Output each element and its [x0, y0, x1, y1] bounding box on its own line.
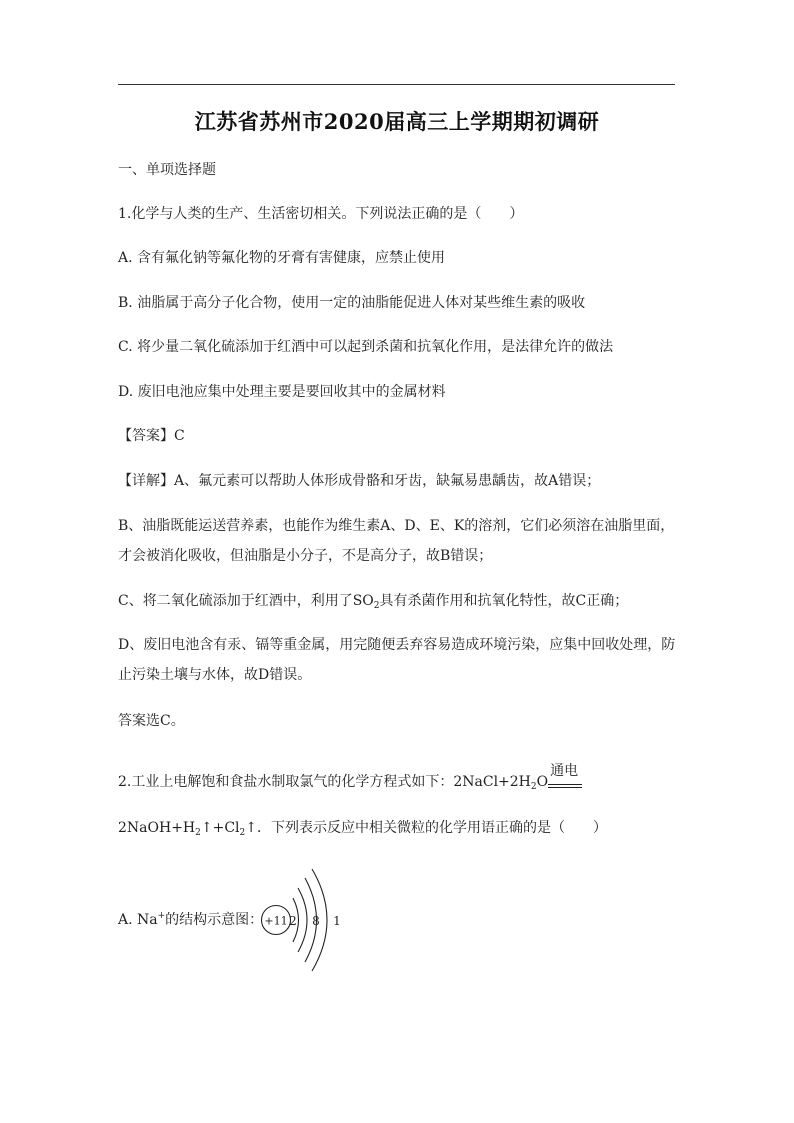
header-rule	[118, 84, 675, 85]
q1-detail-c-post: 具有杀菌作用和抗氧化特性，故C正确；	[379, 593, 629, 609]
cl2-subscript: 2	[239, 828, 246, 838]
q2-stem-line1	[118, 763, 582, 792]
so2-subscript: 2	[373, 601, 380, 611]
q1-option-c: C. 将少量二氧化硫添加于红酒中可以起到杀菌和抗氧化作用，是法律允许的做法	[118, 339, 614, 355]
q2-line2-b: ↑+Cl	[200, 820, 240, 836]
nucleus-charge: +11	[264, 914, 288, 928]
q1-detail-d: D、废旧电池含有汞、镉等重金属，用完随便丢弃容易造成环境污染，应集中回收处理，防止污染土壤与水体，故D错误。	[118, 637, 676, 683]
q2-line2-c: ↑．下列表示反应中相关微粒的化学用语正确的是（ ）	[245, 820, 607, 836]
q1-option-b: B. 油脂属于高分子化合物，使用一定的油脂能促进人体对某些维生素的吸收	[118, 295, 586, 311]
q2-stem-o: O	[536, 774, 549, 790]
q1-detail-a: 【详解】A、氟元素可以帮助人体形成骨骼和牙齿，缺氟易患龋齿，故A错误；	[118, 473, 601, 489]
atomic-structure-diagram	[256, 864, 356, 976]
q2-stem-pre: 2.工业上电解饱和食盐水制取氯气的化学方程式如下：2NaCl+2H	[118, 774, 531, 790]
q1-detail-c-pre: C、将二氧化硫添加于红酒中，利用了SO	[118, 593, 374, 609]
q1-stem: 1.化学与人类的生产、生活密切相关。下列说法正确的是（ ）	[118, 206, 524, 222]
q1-conclusion: 答案选C。	[118, 713, 185, 729]
q2-stem-line2	[118, 818, 607, 838]
q2-option-a-pre: A. Na	[118, 912, 158, 928]
h2-subscript: 2	[195, 828, 201, 838]
q2-option-a-post: 的结构示意图：	[165, 912, 264, 928]
na-plus-superscript: +	[157, 911, 166, 921]
q1-option-a: A. 含有氟化钠等氟化物的牙膏有害健康，应禁止使用	[118, 250, 446, 266]
reaction-condition-label: 通电	[550, 763, 579, 779]
reaction-condition-arrow	[548, 763, 582, 792]
h2o-subscript: 2	[530, 782, 537, 792]
section-heading: 一、单项选择题	[118, 162, 216, 178]
shell-count-1: 2	[289, 914, 297, 928]
shell-count-2: 8	[312, 914, 320, 928]
q1-answer: 【答案】C	[118, 428, 185, 444]
q1-option-d: D. 废旧电池应集中处理主要是要回收其中的金属材料	[118, 384, 446, 400]
equals-bar-top	[548, 784, 582, 785]
page-title: 江苏省苏州市2020届高三上学期期初调研	[194, 109, 600, 134]
q2-option-a	[118, 910, 263, 930]
shell-count-3: 1	[333, 914, 341, 928]
equals-bar-bottom	[548, 787, 582, 788]
q1-detail-c	[118, 591, 628, 611]
q2-line2-a: 2NaOH+H	[118, 820, 196, 836]
q1-detail-b: B、油脂既能运送营养素，也能作为维生素A、D、E、K的溶剂，它们必须溶在油脂里面，才会被消化吸收，但油脂是小分子，不是高分子，故B错误；	[118, 518, 675, 564]
electron-shell-1-outer	[298, 888, 307, 952]
